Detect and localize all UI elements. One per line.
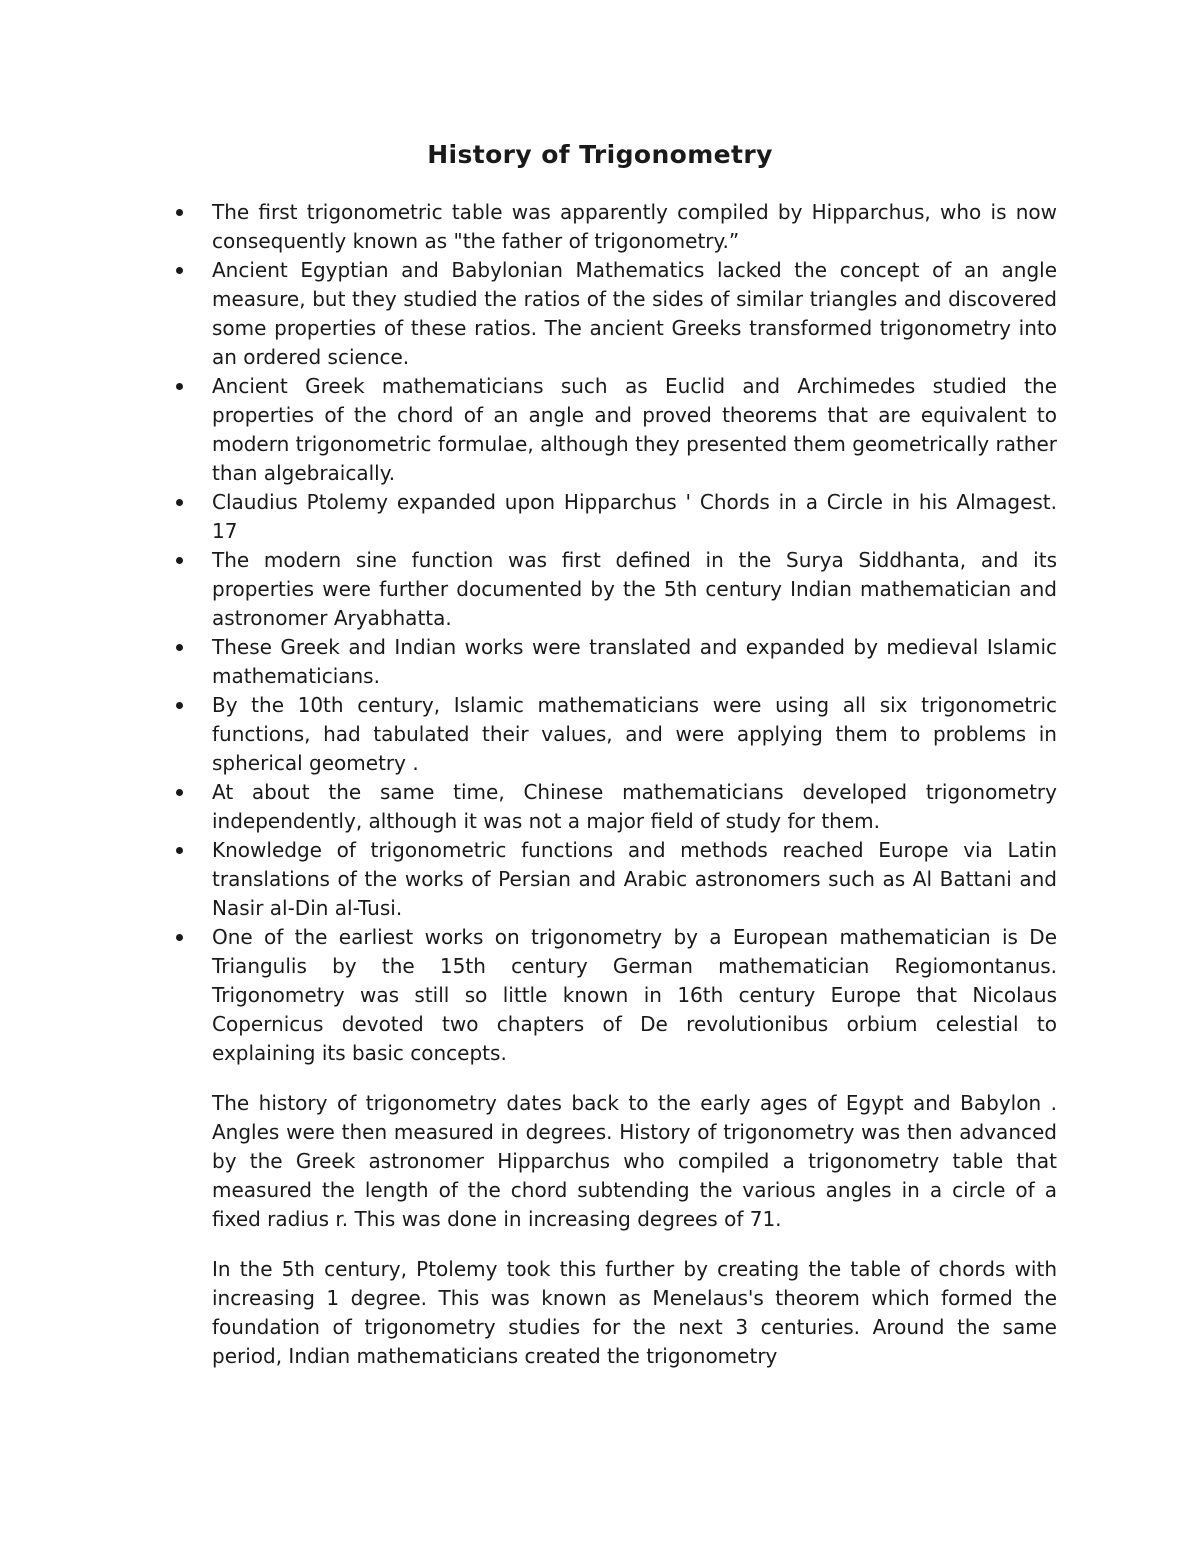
list-item-text: By the 10th century, Islamic mathematicians were using all six trigonometric functions, had tabulated their values, and were applying them to problems in spherical geometry . (212, 693, 1057, 775)
bullet-icon (176, 267, 183, 274)
list-item (212, 923, 1057, 1068)
list-item-text: At about the same time, Chinese mathematicians developed trigonometry independently, although it was not a major field of study for them. (212, 780, 1057, 833)
list-item-text: Ancient Greek mathematicians such as Euclid and Archimedes studied the properties of the chord of an angle and proved theorems that are equivalent to modern trigonometric formulae, although they presented them geometrically rather than algebraically. (212, 374, 1057, 485)
list-item (212, 633, 1057, 691)
list-item (212, 691, 1057, 778)
page-title: History of Trigonometry (427, 140, 773, 169)
list-item (212, 836, 1057, 923)
list-item (212, 198, 1057, 256)
list-item-text: The first trigonometric table was apparently compiled by Hipparchus, who is now consequently known as "the father of trigonometry.” (212, 200, 1057, 253)
list-item (212, 256, 1057, 372)
list-item (212, 546, 1057, 633)
bullet-icon (176, 934, 183, 941)
body-paragraph: In the 5th century, Ptolemy took this further by creating the table of chords with increasing 1 degree. This was known as Menelaus's theorem which formed the foundation of trigonometry studies for the next 3 centuries. Around the same period, Indian mathematicians created the trigonometry (212, 1257, 1057, 1368)
document-body (212, 198, 1057, 1371)
bullet-icon (176, 847, 183, 854)
bullet-icon (176, 702, 183, 709)
bullet-icon (176, 209, 183, 216)
list-item-text: Ancient Egyptian and Babylonian Mathematics lacked the concept of an angle measure, but they studied the ratios of the sides of similar triangles and discovered some properties of these ratios. The ancient Greeks transformed trigonometry into an ordered science. (212, 258, 1057, 369)
list-item (212, 778, 1057, 836)
bullet-icon (176, 499, 183, 506)
bullet-list (212, 198, 1057, 1068)
bullet-icon (176, 557, 183, 564)
list-item-text: These Greek and Indian works were translated and expanded by medieval Islamic mathematicians. (212, 635, 1057, 688)
list-item (212, 488, 1057, 546)
bullet-icon (176, 789, 183, 796)
list-item-text: Knowledge of trigonometric functions and methods reached Europe via Latin translations of the works of Persian and Arabic astronomers such as Al Battani and Nasir al-Din al-Tusi. (212, 838, 1057, 920)
list-item-text: Claudius Ptolemy expanded upon Hipparchus ' Chords in a Circle in his Almagest. 17 (212, 490, 1057, 543)
bullet-icon (176, 383, 183, 390)
list-item-text: One of the earliest works on trigonometry by a European mathematician is De Triangulis by the 15th century German mathematician Regiomontanus. Trigonometry was still so little known in 16th century Europe that Nicolaus Copernicus devoted two chapters of De revolutionibus orbium celestial to explaining its basic concepts. (212, 925, 1057, 1065)
bullet-icon (176, 644, 183, 651)
body-paragraph: The history of trigonometry dates back to the early ages of Egypt and Babylon . Angles were then measured in degrees. History of trigonometry was then advanced by the Greek astronomer Hipparchus who compiled a trigonometry table that measured the length of the chord subtending the various angles in a circle of a fixed radius r. This was done in increasing degrees of 71. (212, 1091, 1057, 1231)
list-item-text: The modern sine function was first defined in the Surya Siddhanta, and its properties were further documented by the 5th century Indian mathematician and astronomer Aryabhatta. (212, 548, 1057, 630)
list-item (212, 372, 1057, 488)
